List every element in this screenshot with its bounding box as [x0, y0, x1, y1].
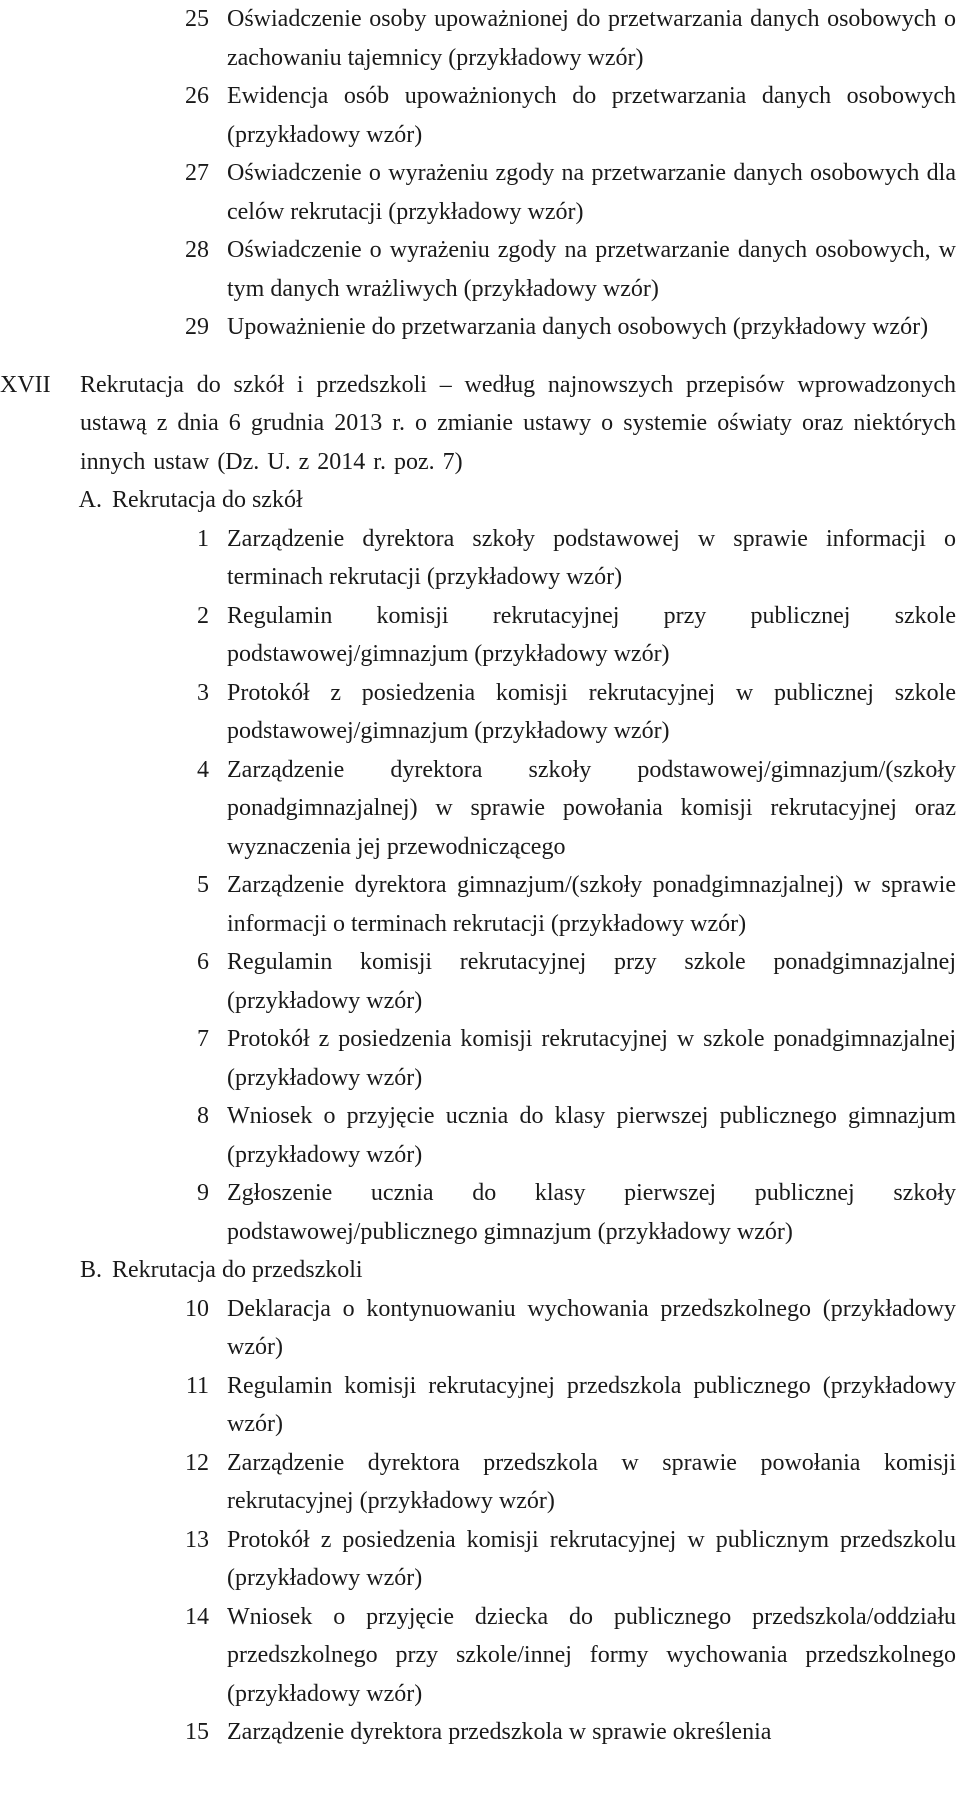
list-item — [0, 0, 960, 77]
item-text: Oświadczenie o wyrażeniu zgody na przetwarzanie danych osobowych dla celów rekrutacji (przykładowy wzór) — [227, 160, 956, 225]
list-top — [0, 0, 960, 347]
list-item — [0, 943, 960, 1020]
section-title: Rekrutacja do szkół i przedszkoli – według najnowszych przepisów wprowadzonych ustawą z dnia 6 grudnia 2013 r. o zmianie ustawy o systemie oświaty oraz niektórych innych ustaw (Dz. U. z 2014 r. poz. 7) — [80, 371, 956, 475]
item-text: Zarządzenie dyrektora gimnazjum/(szkoły ponadgimnazjalnej) w sprawie informacji o terminach rekrutacji (przykładowy wzór) — [227, 872, 956, 937]
item-text: Zgłoszenie ucznia do klasy pierwszej publicznej szkoły podstawowej/publicznego gimnazjum (przykładowy wzór) — [227, 1180, 956, 1245]
item-number: 15 — [185, 1719, 209, 1745]
subsection-letter: A. — [78, 487, 102, 513]
item-number: 26 — [185, 83, 209, 109]
item-number: 27 — [185, 160, 209, 186]
list-item — [0, 1713, 960, 1752]
list-item — [0, 1598, 960, 1714]
item-text: Zarządzenie dyrektora przedszkola w sprawie określenia — [227, 1719, 772, 1745]
item-text: Zarządzenie dyrektora szkoły podstawowej w sprawie informacji o terminach rekrutacji (przykładowy wzór) — [227, 525, 956, 590]
list-subsection-a — [0, 520, 960, 1252]
list-item — [0, 1097, 960, 1174]
list-item — [0, 1521, 960, 1598]
item-text: Oświadczenie o wyrażeniu zgody na przetwarzanie danych osobowych, w tym danych wrażliwych (przykładowy wzór) — [227, 237, 956, 302]
item-number: 14 — [185, 1603, 209, 1630]
item-text: Ewidencja osób upoważnionych do przetwarzania danych osobowych (przykładowy wzór) — [227, 83, 956, 148]
item-number: 11 — [185, 1372, 209, 1399]
item-number: 8 — [197, 1103, 209, 1129]
item-text: Zarządzenie dyrektora szkoły podstawowej/gimnazjum/(szkoły ponadgimnazjalnej) w sprawie powołania komisji rekrutacyjnej oraz wyznaczenia jej przewodniczącego — [227, 756, 956, 860]
item-text: Protokół z posiedzenia komisji rekrutacyjnej w szkole ponadgimnazjalnej (przykładowy wzór) — [227, 1026, 956, 1091]
list-subsection-b — [0, 1290, 960, 1752]
item-text: Wniosek o przyjęcie dziecka do publicznego przedszkola/oddziału przedszkolnego przy szkole/innej formy wychowania przedszkolnego (przykładowy wzór) — [227, 1603, 956, 1707]
item-number: 12 — [185, 1449, 209, 1476]
item-text: Upoważnienie do przetwarzania danych osobowych (przykładowy wzór) — [227, 314, 929, 340]
list-item — [0, 1444, 960, 1521]
item-text: Wniosek o przyjęcie ucznia do klasy pierwszej publicznego gimnazjum (przykładowy wzór) — [227, 1103, 956, 1168]
list-item — [0, 1174, 960, 1251]
list-item — [0, 597, 960, 674]
item-number: 28 — [185, 237, 209, 263]
list-item — [0, 231, 960, 308]
list-item — [0, 866, 960, 943]
item-number: 2 — [197, 602, 209, 629]
subsection-title: Rekrutacja do przedszkoli — [112, 1257, 363, 1283]
list-item — [0, 1367, 960, 1444]
item-number: 7 — [197, 1026, 209, 1052]
item-text: Oświadczenie osoby upoważnionej do przetwarzania danych osobowych o zachowaniu tajemnicy (przykładowy wzór) — [227, 6, 956, 71]
list-item — [0, 751, 960, 867]
list-item — [0, 674, 960, 751]
list-item — [0, 1020, 960, 1097]
list-item — [0, 520, 960, 597]
item-number: 13 — [185, 1526, 209, 1553]
list-item — [0, 77, 960, 154]
item-text: Regulamin komisji rekrutacyjnej przy publicznej szkole podstawowej/gimnazjum (przykładowy wzór) — [227, 602, 956, 667]
item-number: 25 — [185, 6, 209, 32]
subsection-letter: B. — [79, 1257, 102, 1283]
list-item — [0, 308, 960, 347]
subsection-heading-a — [0, 481, 960, 520]
item-number: 29 — [185, 314, 209, 340]
item-text: Protokół z posiedzenia komisji rekrutacyjnej w publicznym przedszkolu (przykładowy wzór) — [227, 1526, 956, 1591]
item-number: 9 — [197, 1180, 209, 1206]
list-item — [0, 154, 960, 231]
item-text: Deklaracja o kontynuowaniu wychowania przedszkolnego (przykładowy wzór) — [227, 1295, 956, 1360]
item-text: Regulamin komisji rekrutacyjnej przedszkola publicznego (przykładowy wzór) — [227, 1372, 956, 1437]
item-number: 6 — [197, 949, 209, 975]
subsection-heading-b — [0, 1251, 960, 1290]
list-item — [0, 1290, 960, 1367]
item-number: 4 — [197, 756, 209, 783]
item-number: 1 — [197, 525, 209, 552]
item-number: 10 — [185, 1295, 209, 1322]
item-number: 3 — [197, 679, 209, 706]
item-number: 5 — [197, 872, 209, 898]
subsection-title: Rekrutacja do szkół — [112, 487, 303, 513]
section-heading — [0, 366, 960, 482]
item-text: Regulamin komisji rekrutacyjnej przy szkole ponadgimnazjalnej (przykładowy wzór) — [227, 949, 956, 1014]
section-number: XVII — [0, 371, 51, 398]
item-text: Zarządzenie dyrektora przedszkola w sprawie powołania komisji rekrutacyjnej (przykładowy wzór) — [227, 1449, 956, 1514]
item-text: Protokół z posiedzenia komisji rekrutacyjnej w publicznej szkole podstawowej/gimnazjum (przykładowy wzór) — [227, 679, 956, 744]
